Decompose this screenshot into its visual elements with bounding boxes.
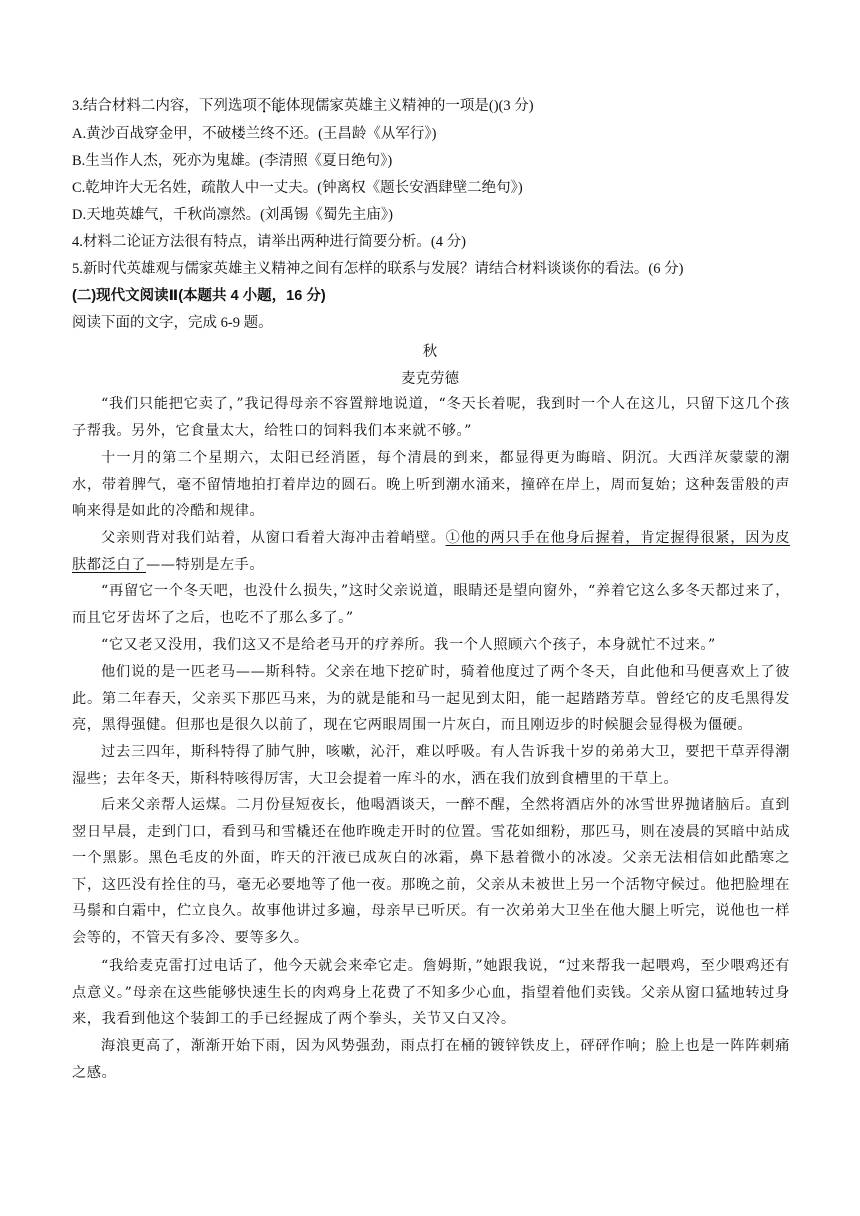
story-paragraph-5: “它又老又没用，我们这又不是给老马开的疗养所。我一个人照顾六个孩子，本身就忙不过来。” [101,637,716,653]
story-paragraph-6: 他们说的是一匹老马——斯科特。父亲在地下挖矿时，骑着他度过了两个冬天，自此他和马便喜欢上了彼此。第二年春天，父亲买下那匹马来，为的就是能和马一起见到太阳，能一起踏踏芳草。曾经它的皮毛黑得发亮，黑得强健。但那也是很久以前了，现在它两眼周围一片灰白，而且刚迈步的时候腿会显得极为僵硬。 [72,664,790,734]
story-paragraph-10: 海浪更高了，渐渐开始下雨，因为风势强劲，雨点打在桶的镀锌铁皮上，砰砰作响；脸上也是一阵阵刺痛之感。 [72,1038,790,1081]
story-paragraph-3 [72,525,790,578]
paragraph-3-text-a: 父亲则背对我们站着，从窗口看着大海冲击着峭壁。 [101,530,446,546]
story-paragraph-9: “我给麦克雷打过电话了，他今天就会来牵它走。詹姆斯，”她跟我说，“过来帮我一起喂鸡，至少喂鸡还有点意义。”母亲在这些能够快速生长的肉鸡身上花费了不知多少心血，指望着他们卖钱。父亲从窗口猛地转过身来，我看到他这个装卸工的手已经握成了两个拳头，关节又白又冷。 [72,958,790,1028]
emphasis-char-2: 能 [271,98,286,114]
story-paragraph-4: “再留它一个冬天吧，也没什么损失，”这时父亲说道，眼睛还是望向窗外，“养着它这么多冬天都过来了，而且它牙齿坏了之后，也吃不了那么多了。” [72,583,790,626]
paragraph-3-text-b: ——特别是左手。 [145,556,265,573]
section-instruction: 阅读下面的文字，完成 6-9 题。 [72,315,273,331]
section-heading: (二)现代文阅读Ⅱ(本题共 4 小题，16 分) [72,288,326,304]
emphasis-char-1: 不 [256,98,272,114]
story-paragraph-1: “我们只能把它卖了，”我记得母亲不容置辩地说道，“冬天长着呢，我到时一个人在这儿，只留下这几个孩子帮我。另外，它食量太大，给牲口的饲料我们本来就不够。” [72,396,790,439]
question-3 [72,96,534,116]
question-3-prefix: 3.结合材料二内容，下列选项 [72,98,257,114]
story-paragraph-8: 后来父亲帮人运煤。二月份昼短夜长，他喝酒谈天，一醉不醒，全然将酒店外的冰雪世界抛诸脑后。直到翌日早晨，走到门口，看到马和雪橇还在他昨晚走开时的位置。雪花如细粉，那匹马，则在凌晨的冥暗中站成一个黑影。黑色毛皮的外面，昨天的汗液已成灰白的冰霜，鼻下悬着微小的冰凌。父亲无法相信如此酷寒之下，这匹没有拴住的马，毫无必要地等了他一夜。那晚之前，父亲从未被世上另一个活物守候过。他把脸埋在马鬃和白霜中，伫立良久。故事他讲过多遍，母亲早已听厌。有一次弟弟大卫坐在他大腿上听完，说他也一样会等的，不管天有多冷、要等多久。 [72,797,790,946]
story-paragraph-2: 十一月的第二个星期六，太阳已经消匿，每个清晨的到来，都显得更为晦暗、阴沉。大西洋灰蒙蒙的潮水，带着脾气，毫不留情地拍打着岸边的圆石。晚上听到潮水涌来，撞碎在岸上，周而复始；这种轰雷般的声响来得是如此的冷酷和规律。 [72,450,790,520]
story-author: 麦克劳德 [401,371,459,387]
question-3-suffix: 体现儒家英雄主义精神的一项是()(3 分) [285,98,534,114]
option-b: B.生当作人杰，死亦为鬼雄。(李清照《夏日绝句》) [72,153,393,169]
story-title: 秋 [422,344,438,360]
question-4: 4.材料二论证方法很有特点，请举出两种进行简要分析。(4 分) [72,234,466,250]
question-5: 5.新时代英雄观与儒家英雄主义精神之间有怎样的联系与发展？请结合材料谈谈你的看法。(6 分) [72,261,684,277]
option-c: C.乾坤许大无名姓，疏散人中一丈夫。(钟离权《题长安酒肆壁二绝句》) [72,180,523,196]
underlined-sentence-1: ①他的两只手在他身后握着，肯定握得很紧，因为皮肤都泛白了 [72,530,790,573]
option-d: D.天地英雄气，千秋尚凛然。(刘禹锡《蜀先主庙》) [72,207,394,223]
story-paragraph-7: 过去三四年，斯科特得了肺气肿，咳嗽，沁汗，难以呼吸。有人告诉我十岁的弟弟大卫，要把干草弄得潮湿些；去年冬天，斯科特咳得厉害，大卫会提着一库斗的水，洒在我们放到食槽里的干草上。 [72,744,790,787]
option-a: A.黄沙百战穿金甲，不破楼兰终不还。(王昌龄《从军行》) [72,126,437,142]
